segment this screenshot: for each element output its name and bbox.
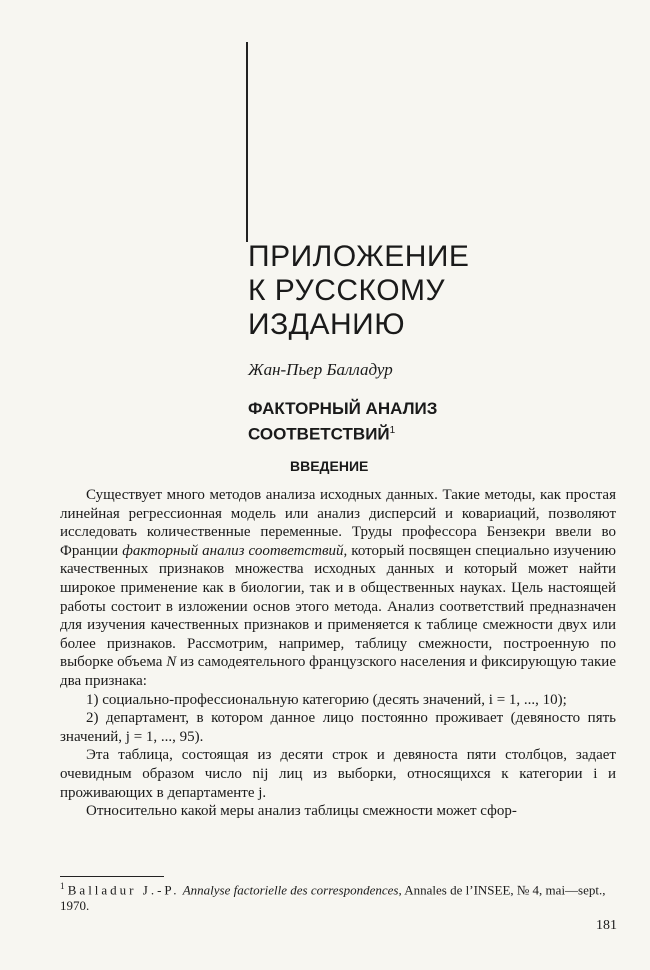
paragraph-1: Существует много методов анализа исходных данных. Такие методы, как простая линейная регрессионная модель или анализ дисперсий и ковариаций, позволяют исследовать количественные переменные. Труды профессора Бензекри ввели во Франции факторный анализ соответствий, который посвящен специально изучению качественных признаков множества исходных данных и который может найти широкое применение как в биологии, так и в общественных науках. Цель настоящей работы состоит в изложении основ этого метода. Анализ соответствий предназначен для изучения качественных признаков и применяется к таблице смежности двух или более признаков. Рассмотрим, например, таблицу смежности, построенную по выборке объема N из самодеятельного французского населения и фиксирующую такие два признака: [60,487,616,689]
appendix-title-line-2: К РУССКОМУ [248,274,446,307]
appendix-title-line-1: ПРИЛОЖЕНИЕ [248,240,470,273]
footnote-author: Balladur J.-P. [67,882,180,898]
list-item-2: 2) департамент, в котором данное лицо постоянно проживает (девяносто пять значений, j = 1, ..., 95). [60,710,616,745]
paragraph-4: Относительно какой меры анализ таблицы смежности может сфор- [86,803,517,820]
body-text [60,486,616,821]
footnote [60,878,616,914]
vertical-rule [246,42,248,242]
appendix-title [248,240,469,342]
article-title-line-2: СООТВЕТСТВИЙ$^1$ [248,424,396,444]
page-number: 181 [596,918,617,933]
author-name: Жан-Пьер Балладур [248,360,393,379]
footnote-ref: 1 [389,425,396,436]
list-item-1: 1) социально-профессиональную категорию (десять значений, i = 1, ..., 10); [86,691,567,708]
footnote-divider [60,876,164,877]
article-title [248,398,437,446]
footnote-title: Annalyse factorielle des correspondences, [182,882,402,898]
footnote-marker: 1 [60,881,65,891]
paragraph-3: Эта таблица, состоящая из десяти строк и девяноста пяти столбцов, задает очевидным образом число nij лиц из выборки, относящихся к категории i и проживающих в департаменте j. [60,747,616,801]
footnote-source: Annales de l’INSEE, № 4, mai—sept., 1970. [60,882,606,914]
appendix-title-line-3: ИЗДАНИЮ [248,308,406,341]
section-heading: ВВЕДЕНИЕ [290,458,369,474]
article-title-line-1: ФАКТОРНЫЙ АНАЛИЗ [248,399,438,418]
